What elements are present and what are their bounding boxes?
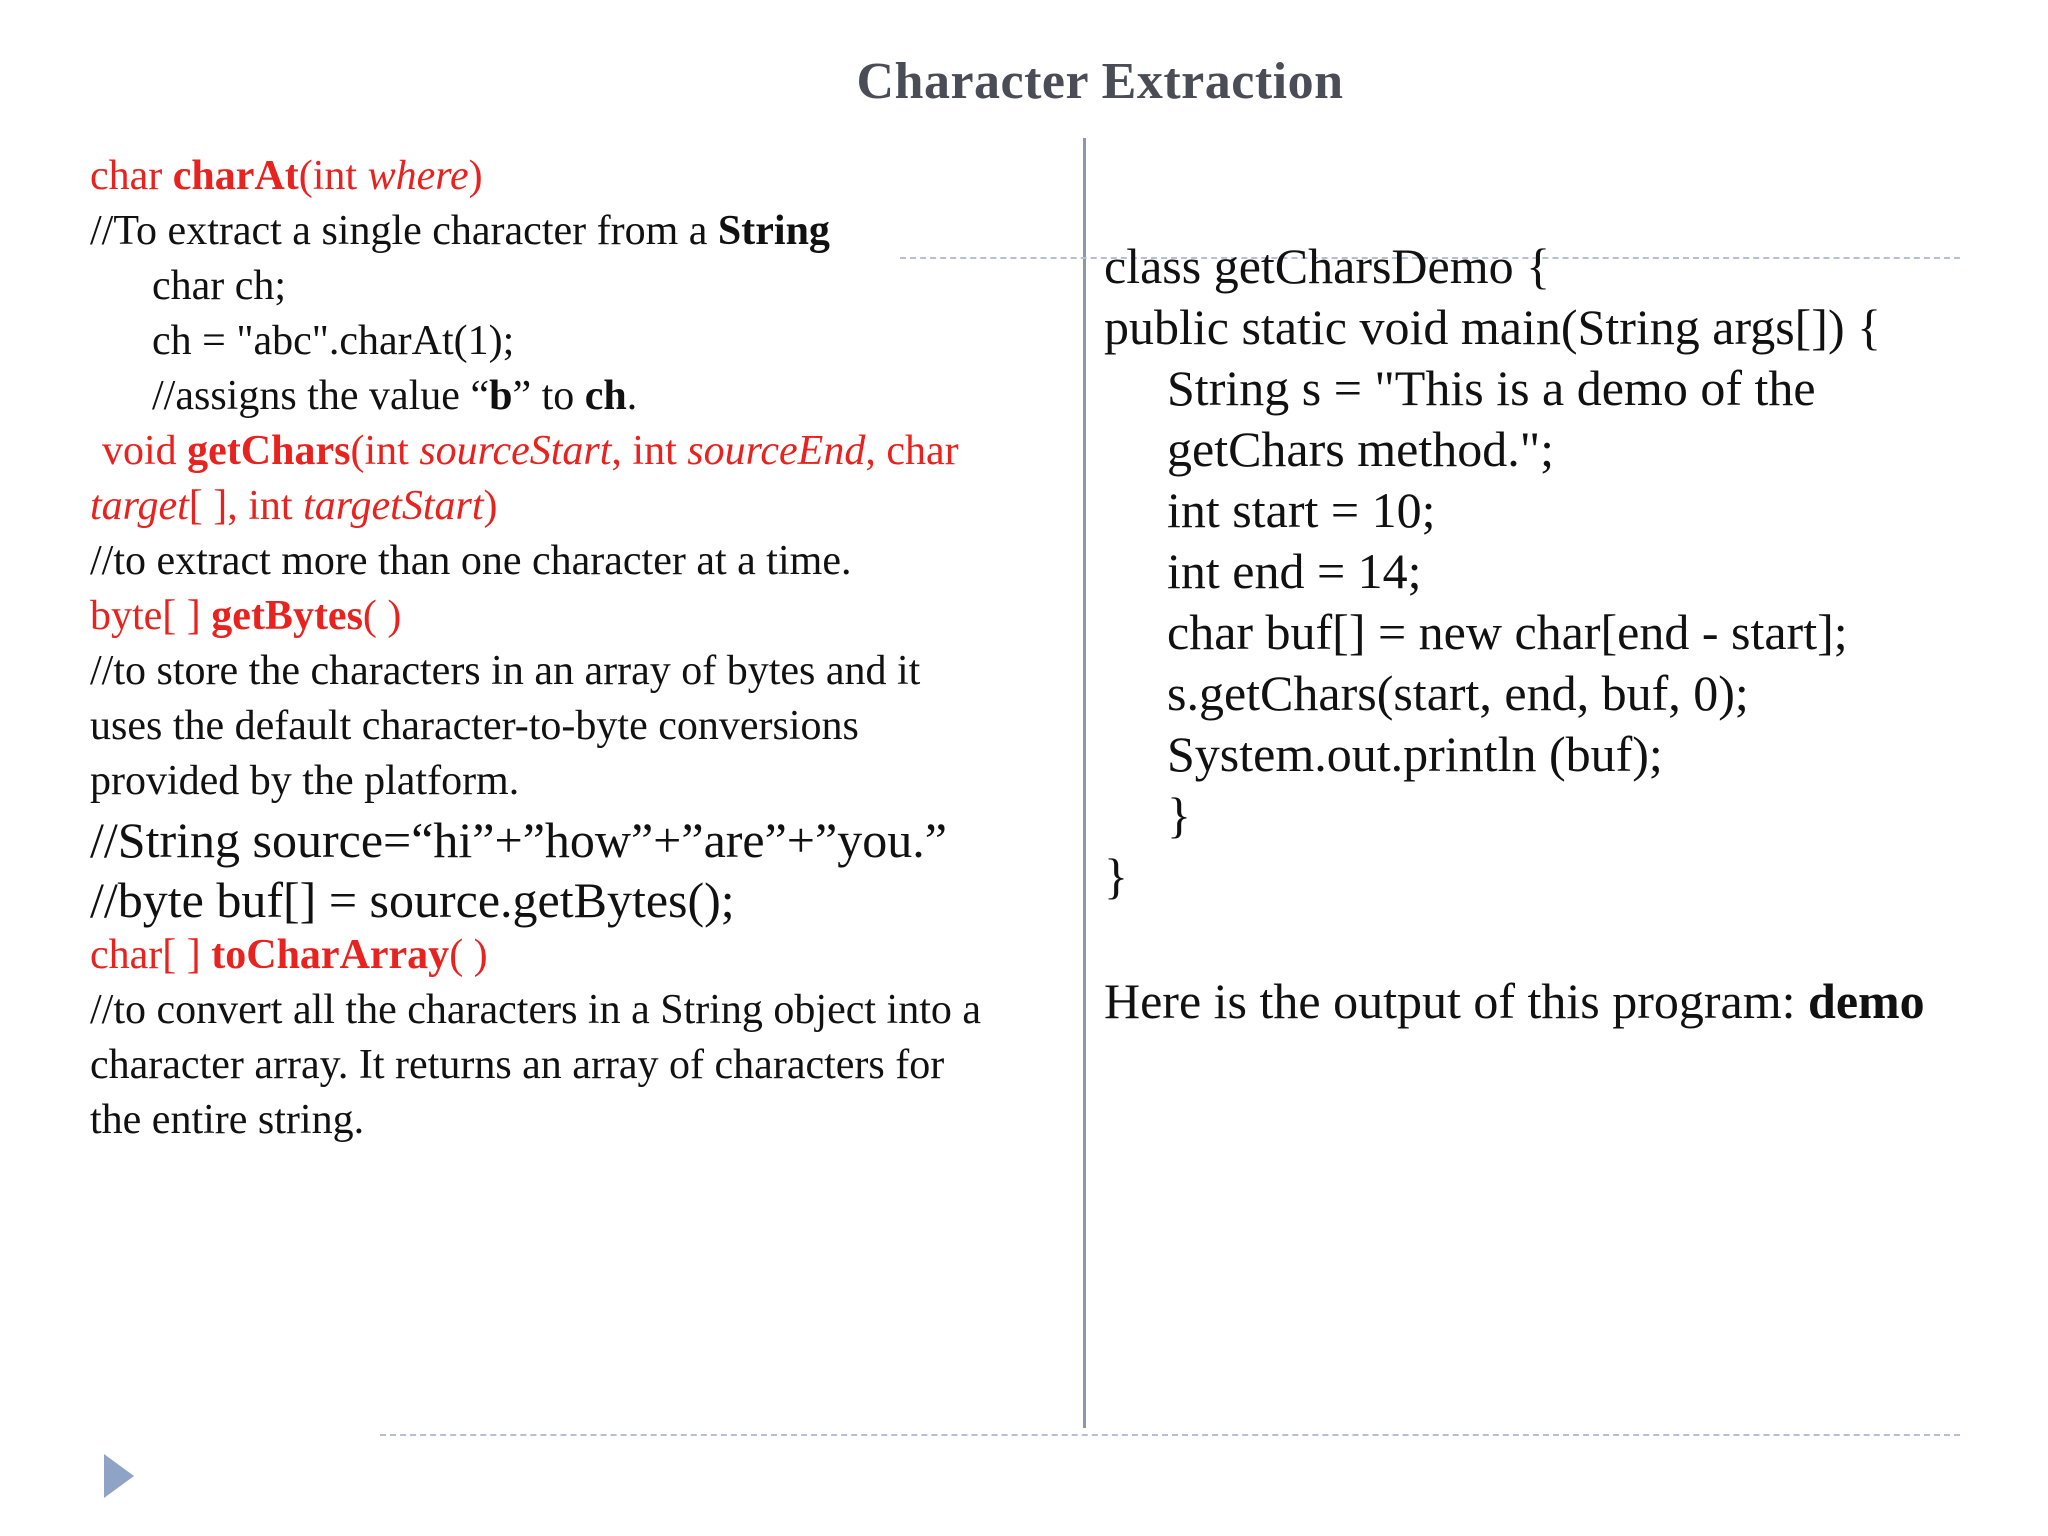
slide-title: Character Extraction bbox=[856, 53, 1344, 110]
code-line-11: } bbox=[1104, 848, 1128, 904]
tochararray-desc-line-1: //to convert all the characters in a String object into a bbox=[90, 987, 982, 1033]
code-line-9: System.out.println (buf); bbox=[1167, 726, 1663, 782]
code-line-7: char buf[] = new char[end - start]; bbox=[1167, 604, 1848, 660]
charat-code-line-2: ch = "abc".charAt(1); bbox=[152, 318, 515, 364]
getchars-p1-type: (int bbox=[350, 428, 420, 474]
charat-method-name: charAt bbox=[172, 153, 299, 199]
getbytes-desc-line-1: //to store the characters in an array of bytes and it bbox=[90, 648, 921, 694]
tochararray-signature bbox=[90, 929, 488, 981]
getchars-close-paren: ) bbox=[483, 483, 498, 529]
charat-param-name: where bbox=[367, 153, 469, 199]
charat-return-type: char bbox=[90, 153, 163, 199]
getchars-signature-line-1 bbox=[90, 425, 959, 477]
code-line-8: s.getChars(start, end, buf, 0); bbox=[1167, 665, 1749, 721]
getbytes-method-name: getBytes bbox=[211, 593, 363, 639]
tochararray-desc-line-2: character array. It returns an array of characters for bbox=[90, 1042, 945, 1088]
getbytes-return-type: byte[ ] bbox=[90, 593, 212, 639]
code-line-1: class getCharsDemo { bbox=[1104, 238, 1551, 294]
getbytes-example-line-1: //String source=“hi”+”how”+”are”+”you.” bbox=[90, 812, 947, 868]
assign-value: b bbox=[489, 373, 513, 419]
tochararray-method-name: toCharArray bbox=[211, 932, 450, 978]
getchars-p2-name: sourceEnd bbox=[687, 428, 866, 474]
getchars-p4-name: targetStart bbox=[303, 483, 484, 529]
dashed-rule-bottom bbox=[380, 1434, 1960, 1436]
charat-signature bbox=[90, 150, 483, 202]
getchars-p1-name: sourceStart bbox=[419, 428, 612, 474]
getchars-p2-type: , int bbox=[611, 428, 688, 474]
getchars-p3-type: , char bbox=[865, 428, 959, 474]
assign-variable: ch bbox=[584, 373, 627, 419]
code-line-6: int end = 14; bbox=[1167, 543, 1422, 599]
getchars-return-type: void bbox=[102, 428, 188, 474]
charat-param-type: (int bbox=[298, 153, 368, 199]
charat-description bbox=[90, 205, 830, 257]
code-line-3: String s = "This is a demo of the bbox=[1167, 360, 1816, 416]
assign-text-1: //assigns the value “ bbox=[152, 373, 490, 419]
assign-text-2: ” to bbox=[512, 373, 585, 419]
code-line-10: } bbox=[1167, 787, 1191, 843]
code-line-5: int start = 10; bbox=[1167, 482, 1436, 538]
getbytes-example-line-2: //byte buf[] = source.getBytes(); bbox=[90, 872, 735, 928]
tochararray-desc-line-3: the entire string. bbox=[90, 1097, 365, 1143]
getbytes-signature bbox=[90, 590, 401, 642]
program-output bbox=[1104, 971, 1925, 1031]
getchars-signature-line-2 bbox=[90, 480, 498, 532]
charat-close-paren: ) bbox=[468, 153, 483, 199]
getchars-description: //to extract more than one character at a time. bbox=[90, 538, 852, 584]
getbytes-desc-line-2: uses the default character-to-byte conversions bbox=[90, 703, 859, 749]
output-label: Here is the output of this program: bbox=[1104, 973, 1809, 1029]
charat-assign-comment bbox=[90, 370, 637, 422]
triangle-bullet-icon bbox=[104, 1454, 134, 1498]
assign-text-3: . bbox=[626, 373, 638, 419]
column-divider bbox=[1083, 138, 1086, 1428]
code-line-2: public static void main(String args[]) { bbox=[1104, 299, 1882, 355]
code-line-4: getChars method."; bbox=[1167, 421, 1555, 477]
tochararray-parens: ( ) bbox=[449, 932, 488, 978]
getchars-p4-type: [ ], int bbox=[188, 483, 304, 529]
charat-desc-bold: String bbox=[717, 208, 830, 254]
charat-desc-text: //To extract a single character from a bbox=[90, 208, 718, 254]
output-value: demo bbox=[1808, 973, 1925, 1029]
getchars-method-name: getChars bbox=[187, 428, 351, 474]
tochararray-return-type: char[ ] bbox=[90, 932, 212, 978]
getbytes-desc-line-3: provided by the platform. bbox=[90, 758, 520, 804]
getchars-p3-name: target bbox=[90, 483, 189, 529]
getbytes-parens: ( ) bbox=[362, 593, 402, 639]
charat-code-line-1: char ch; bbox=[152, 263, 287, 309]
